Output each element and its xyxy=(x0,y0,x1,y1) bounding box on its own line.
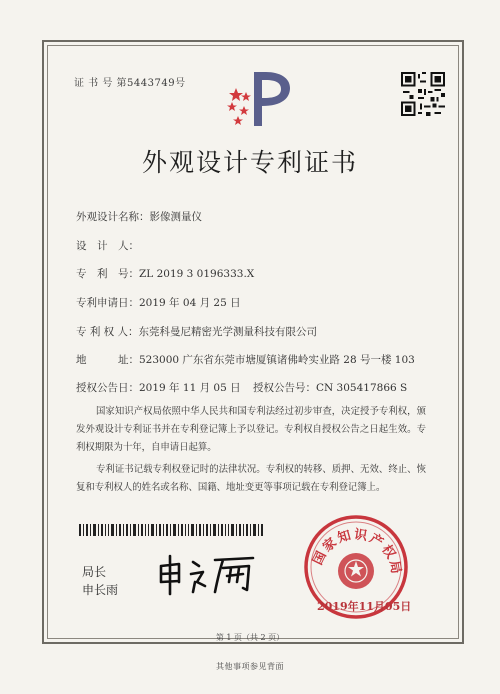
field-design-name xyxy=(76,209,202,224)
field-label: 设 计 人： xyxy=(76,240,139,252)
field-grant-date xyxy=(76,380,241,395)
field-value: ZL 2019 3 0196333.X xyxy=(139,268,255,280)
field-label: 外观设计名称： xyxy=(76,211,150,223)
field-label: 专 利 号： xyxy=(76,268,139,280)
footer-note: 其他事项参见背面 xyxy=(216,662,284,671)
field-value: 东莞科曼尼精密光学测量科技有限公司 xyxy=(138,326,318,338)
field-label: 地 址： xyxy=(76,354,139,366)
field-value: 2019 年 11 月 05 日 xyxy=(139,382,241,394)
document-title: 外观设计专利证书 xyxy=(141,148,358,177)
cnipa-logo-icon xyxy=(224,70,296,130)
field-grant-number xyxy=(253,380,407,395)
paragraph-grant-statement: 国家知识产权局依照中华人民共和国专利法经过初步审查，决定授予专利权，颁发外观设计专利证书并在专利登记簿上予以登记。专利权自授权公告之日起生效。专利权期限为十年，自申请日起算。 xyxy=(76,406,426,453)
field-address xyxy=(76,352,415,367)
field-label: 专利申请日： xyxy=(76,297,139,309)
field-label: 授权公告号： xyxy=(253,382,316,394)
qr-code-icon xyxy=(401,72,445,116)
field-value: 影像测量仪 xyxy=(149,211,202,223)
field-application-date xyxy=(76,295,241,310)
field-value: 523000 广东省东莞市塘厦镇诸佛岭实业路 28 号一楼 103 xyxy=(139,354,415,366)
barcode-icon xyxy=(79,524,263,536)
director-name: 申长雨 xyxy=(82,583,119,597)
page-number: 第 1 页（共 2 页） xyxy=(215,633,285,642)
seal-text: 国家知识产权局 xyxy=(310,527,404,577)
field-patent-number xyxy=(76,266,254,281)
seal-date: 2019年11月05日 xyxy=(317,600,412,613)
field-value: 2019 年 04 月 25 日 xyxy=(139,297,241,309)
field-label: 授权公告日： xyxy=(76,382,139,394)
signature-icon xyxy=(153,552,263,596)
certificate-number: 证 书 号 第5443749号 xyxy=(74,78,186,89)
field-patentee xyxy=(76,324,317,339)
field-designer xyxy=(76,238,139,253)
paragraph-legal-status: 专利证书记载专利权登记时的法律状况。专利权的转移、质押、无效、终止、恢复和专利权人的姓名或名称、国籍、地址变更等事项记载在专利登记簿上。 xyxy=(76,464,426,493)
field-value: CN 305417866 S xyxy=(316,382,408,394)
field-label: 专 利 权 人： xyxy=(76,326,139,338)
director-title: 局长 xyxy=(82,565,107,579)
